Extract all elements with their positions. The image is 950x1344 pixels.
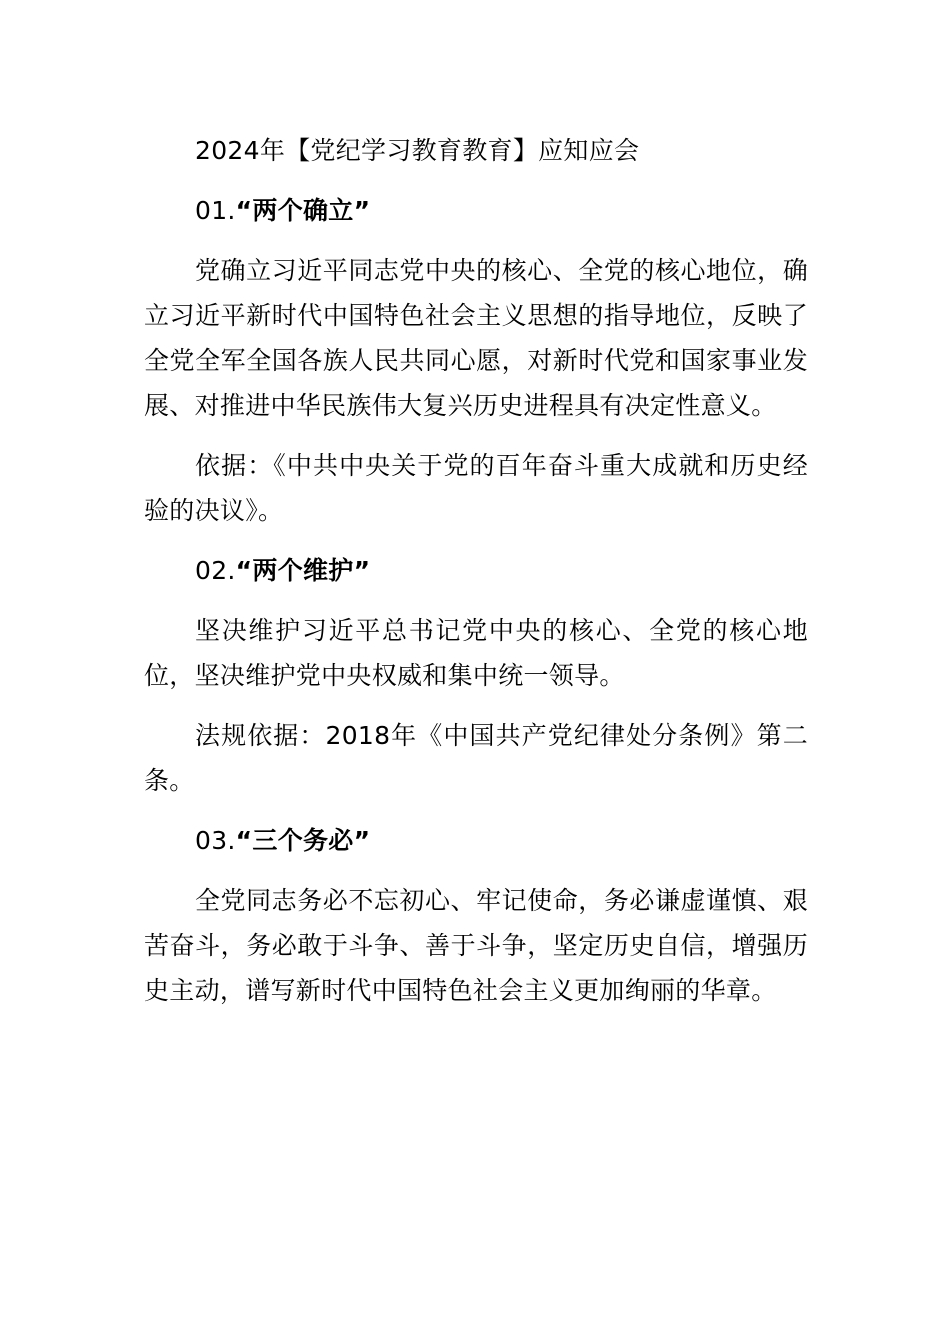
paragraph: 法规依据：2018年《中国共产党纪律处分条例》第二条。	[144, 721, 808, 795]
paragraph: 依据：《中共中央关于党的百年奋斗重大成就和历史经验的决议》。	[144, 451, 808, 525]
section-heading-1	[144, 188, 808, 233]
section-heading-text: “三个务必”	[235, 826, 371, 855]
section-heading-2	[144, 548, 808, 593]
document-title: 2024年【党纪学习教育教育】应知应会	[195, 136, 640, 165]
section-heading-text: “两个维护”	[235, 556, 371, 585]
section-number: 03.	[195, 826, 236, 855]
paragraph: 坚决维护习近平总书记党中央的核心、全党的核心地位，坚决维护党中央权威和集中统一领导。	[144, 616, 808, 690]
section-number: 01.	[195, 196, 236, 225]
paragraph: 全党同志务必不忘初心、牢记使命，务必谦虚谨慎、艰苦奋斗，务必敢于斗争、善于斗争，坚定历史自信，增强历史主动，谱写新时代中国特色社会主义更加绚丽的华章。	[144, 886, 808, 1005]
document-page	[144, 128, 808, 1013]
section-heading-3	[144, 818, 808, 863]
section-number: 02.	[195, 556, 236, 585]
paragraph: 党确立习近平同志党中央的核心、全党的核心地位，确立习近平新时代中国特色社会主义思想的指导地位，反映了全党全军全国各族人民共同心愿，对新时代党和国家事业发展、对推进中华民族伟大复兴历史进程具有决定性意义。	[144, 256, 808, 420]
section-heading-text: “两个确立”	[235, 196, 371, 225]
